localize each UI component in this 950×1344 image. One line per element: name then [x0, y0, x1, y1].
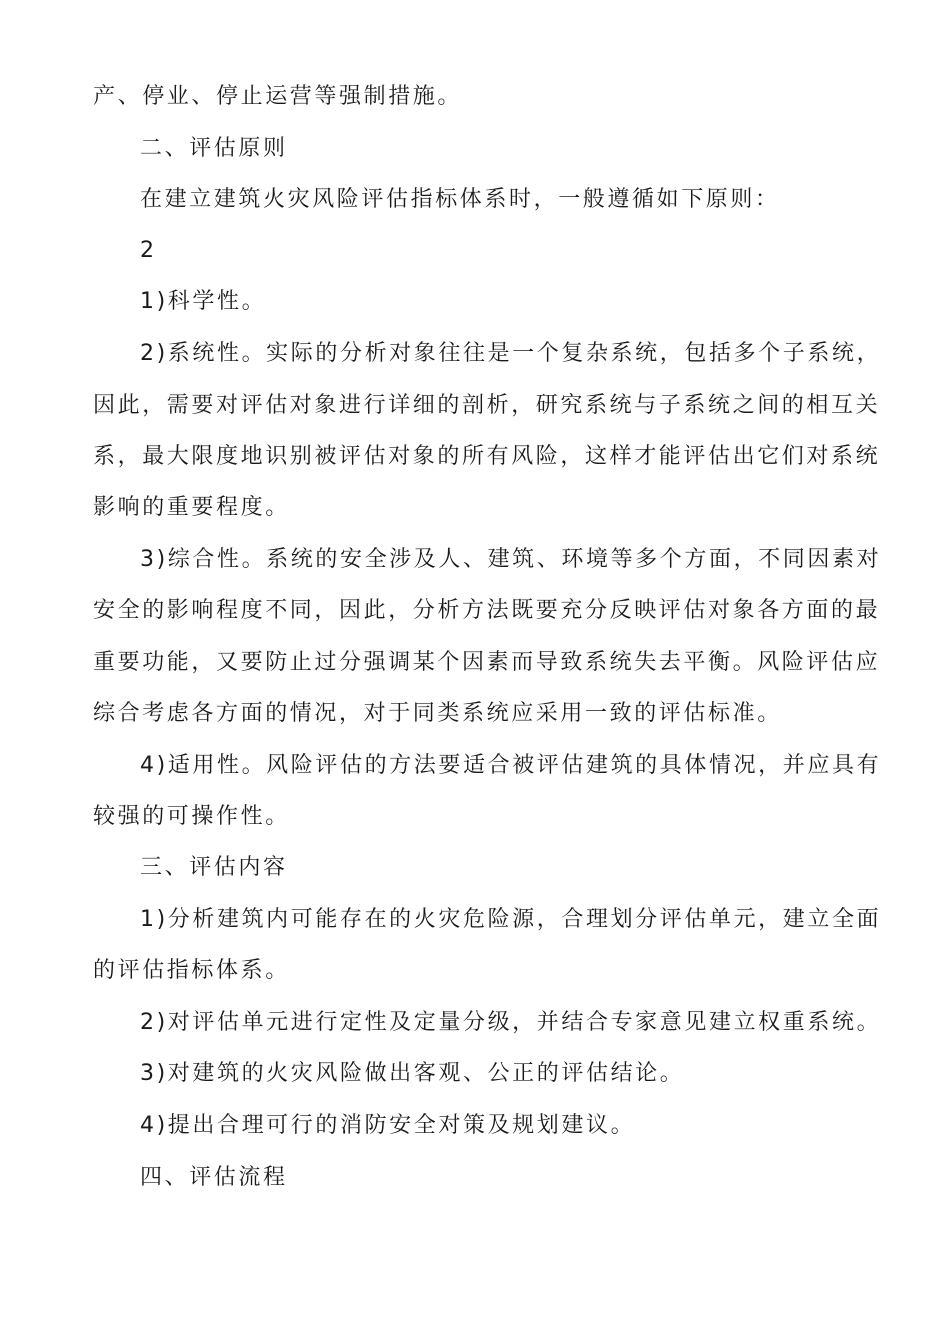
- section-heading-process: 四、评估流程: [140, 1165, 288, 1190]
- page-number: 2: [140, 238, 157, 263]
- paragraph-line: 在建立建筑火灾风险评估指标体系时，一般遵循如下原则：: [140, 187, 780, 212]
- paragraph-line: 产、停业、停止运营等强制措施。: [93, 84, 463, 109]
- section-heading-principles: 二、评估原则: [140, 136, 288, 161]
- list-item: 3)对建筑的火灾风险做出客观、公正的评估结论。: [140, 1061, 685, 1086]
- list-item: 4)适用性。风险评估的方法要适合被评估建筑的具体情况，并应具有: [140, 753, 882, 778]
- paragraph-line: 因此，需要对评估对象进行详细的剖析，研究系统与子系统之间的相互关: [93, 393, 881, 418]
- section-heading-content: 三、评估内容: [140, 855, 288, 880]
- paragraph-line: 综合考虑各方面的情况，对于同类系统应采用一致的评估标准。: [93, 701, 782, 726]
- paragraph-line: 的评估指标体系。: [93, 958, 290, 983]
- list-item: 4)提出合理可行的消防安全对策及规划建议。: [140, 1113, 636, 1138]
- paragraph-line: 安全的影响程度不同，因此，分析方法既要充分反映评估对象各方面的最: [93, 598, 881, 623]
- list-item: 2)系统性。实际的分析对象往往是一个复杂系统，包括多个子系统，: [140, 341, 882, 366]
- list-item: 1)分析建筑内可能存在的火灾危险源，合理划分评估单元，建立全面: [140, 907, 882, 932]
- list-item: 2)对评估单元进行定性及定量分级，并结合专家意见建立权重系统。: [140, 1010, 882, 1035]
- list-item: 1)科学性。: [140, 289, 267, 314]
- paragraph-line: 较强的可操作性。: [93, 804, 290, 829]
- paragraph-line: 系，最大限度地识别被评估对象的所有风险，这样才能评估出它们对系统: [93, 444, 881, 469]
- paragraph-line: 重要功能，又要防止过分强调某个因素而导致系统失去平衡。风险评估应: [93, 650, 881, 675]
- paragraph-line: 影响的重要程度。: [93, 495, 290, 520]
- list-item: 3)综合性。系统的安全涉及人、建筑、环境等多个方面，不同因素对: [140, 547, 882, 572]
